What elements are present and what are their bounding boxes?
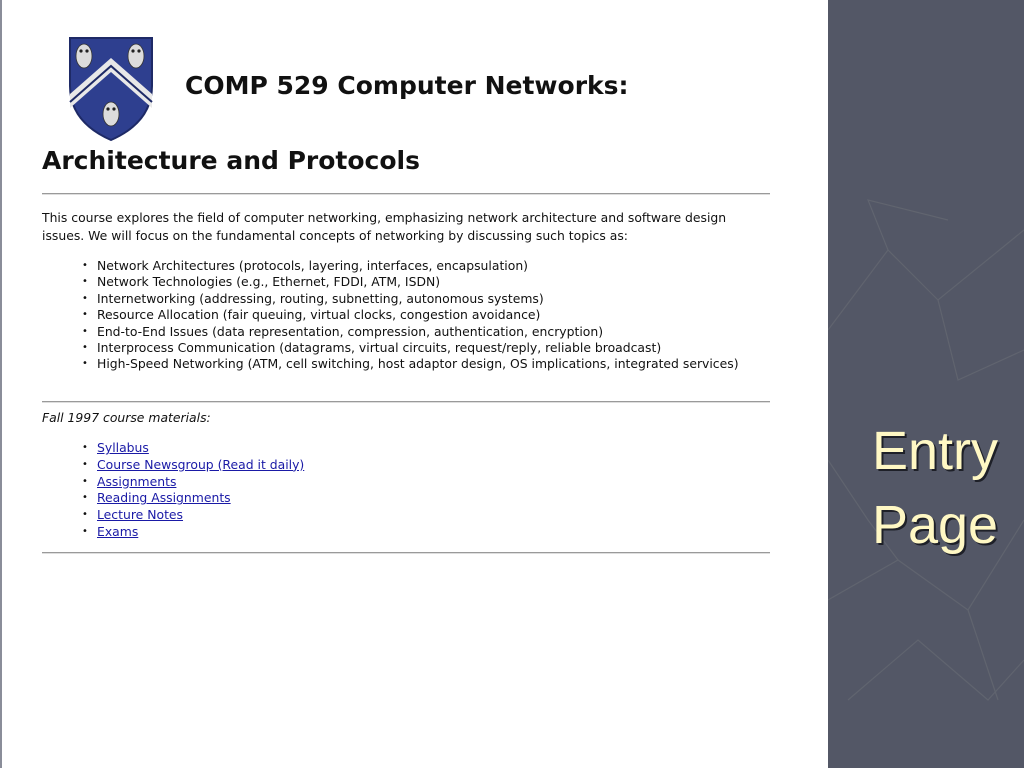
topic-item: • Interprocess Communication (datagrams, virtual circuits, request/reply, reliable broadcast) <box>82 340 772 356</box>
topic-item: • Internetworking (addressing, routing, subnetting, autonomous systems) <box>82 291 772 307</box>
divider <box>42 401 770 403</box>
slide-title-line-2: Page <box>871 495 999 555</box>
course-materials-links <box>82 440 304 541</box>
topic-item: • Network Technologies (e.g., Ethernet, FDDI, ATM, ISDN) <box>82 274 772 290</box>
topic-item: • Resource Allocation (fair queuing, virtual clocks, congestion avoidance) <box>82 307 772 323</box>
slide-title <box>828 414 1024 562</box>
divider <box>42 193 770 195</box>
syllabus-link[interactable]: Syllabus <box>97 440 149 455</box>
exams-link[interactable]: Exams <box>97 523 139 539</box>
materials-label: Fall 1997 course materials: <box>42 410 211 425</box>
newsgroup-link[interactable]: Course Newsgroup (Read it daily) <box>97 456 305 472</box>
slide-title-line-1: Entry <box>871 421 999 481</box>
divider <box>42 552 770 554</box>
topics-list <box>82 258 772 373</box>
topic-item: • High-Speed Networking (ATM, cell switching, host adaptor design, OS implications, integrated services) <box>82 356 772 372</box>
slide-background-decoration <box>828 0 1024 768</box>
owl-shield-crest-icon <box>66 34 156 142</box>
course-description: This course explores the field of computer networking, emphasizing network architecture and software design issues. We will focus on the fundamental concepts of networking by discussing such topics as: <box>42 210 727 243</box>
assignments-link[interactable]: Assignments <box>97 473 177 489</box>
page-subtitle: Architecture and Protocols <box>42 146 420 175</box>
lecture-notes-link[interactable]: Lecture Notes <box>97 507 184 523</box>
topic-item: • End-to-End Issues (data representation, compression, authentication, encryption) <box>82 324 772 340</box>
reading-assignments-link[interactable]: Reading Assignments <box>97 490 231 506</box>
page-title: COMP 529 Computer Networks: <box>185 71 629 100</box>
topic-item: • Network Architectures (protocols, layering, interfaces, encapsulation) <box>82 258 772 274</box>
